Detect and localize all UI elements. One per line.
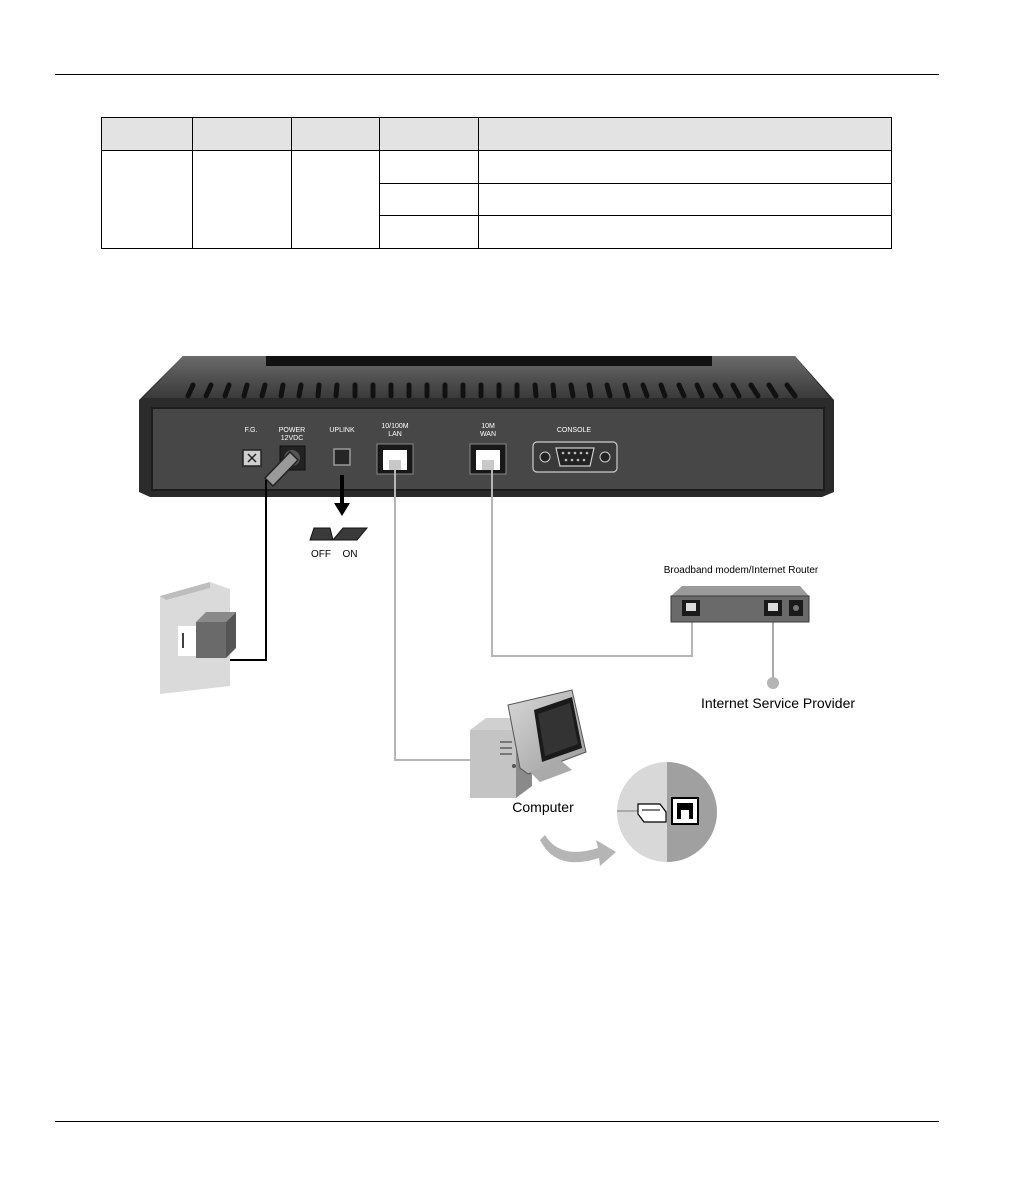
lan-cable xyxy=(395,470,472,760)
modem-label: Broadband modem/Internet Router xyxy=(663,565,819,576)
lan-port-icon xyxy=(377,444,413,474)
lan-speed-label: 10/100M xyxy=(381,423,409,430)
power-voltage-label: 12VDC xyxy=(280,435,304,442)
uplink-label: UPLINK xyxy=(329,427,355,434)
power-label: POWER xyxy=(278,427,306,434)
computer-label: Computer xyxy=(512,799,574,815)
uplink-button xyxy=(334,449,350,465)
on-label: ON xyxy=(342,549,358,560)
wan-cable xyxy=(492,470,692,656)
isp-connection-dot xyxy=(767,677,779,689)
port-detail-magnifier xyxy=(617,762,717,862)
wan-label: WAN xyxy=(479,431,497,438)
curved-arrow-icon xyxy=(540,835,616,866)
wall-outlet-icon xyxy=(160,582,236,694)
footer-rule xyxy=(55,1121,939,1122)
console-label: CONSOLE xyxy=(556,427,592,434)
wan-speed-label: 10M xyxy=(481,423,495,430)
broadband-modem-device xyxy=(671,586,809,622)
fg-terminal-icon xyxy=(243,450,261,466)
lan-label: LAN xyxy=(388,431,402,438)
console-port-icon xyxy=(533,442,617,472)
isp-label: Internet Service Provider xyxy=(700,695,856,711)
wan-port-icon xyxy=(470,444,506,474)
computer-icon xyxy=(470,690,586,798)
off-label: OFF xyxy=(311,549,331,560)
fg-label: F.G. xyxy=(244,427,258,434)
